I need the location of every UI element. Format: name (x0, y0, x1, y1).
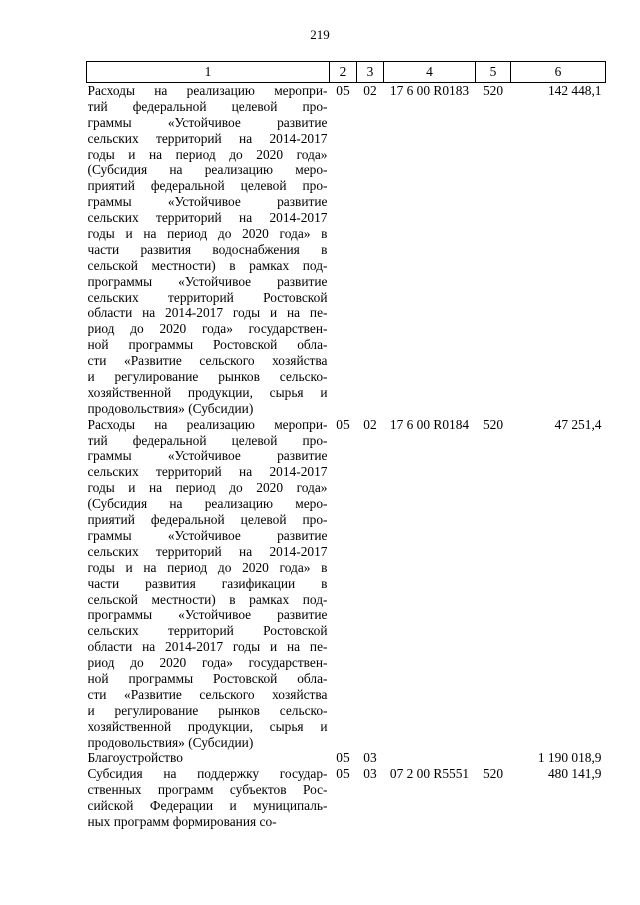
row-name-line: граммы «Устойчивое развитие (87, 114, 328, 130)
table-row (87, 750, 606, 766)
row-name-line: сельской местности) в рамках под- (87, 257, 328, 273)
row-name-line: продовольствия» (Субсидии) (87, 734, 254, 750)
row-name-line: области на 2014-2017 годы и на пе- (87, 305, 328, 321)
row-name-line: риод до 2020 года» государствен- (87, 321, 328, 337)
row-name-line: годы и на период до 2020 года» в (87, 559, 328, 575)
row-name-line: тий федеральной целевой про- (87, 432, 328, 448)
row-name-line: ственных программ субъектов Рос- (87, 782, 328, 798)
row-name-line: продовольствия» (Субсидии) (87, 400, 254, 416)
header-col-3: 3 (357, 62, 384, 83)
row-name-line: Субсидия на поддержку государ- (87, 766, 328, 782)
expense-type-code: 520 (482, 416, 504, 432)
table-row (87, 83, 606, 417)
row-name-line: сельской местности) в рамках под- (87, 591, 328, 607)
row-name-line: годы и на период до 2020 года» в (87, 226, 328, 242)
row-name-line: Расходы на реализацию меропри- (87, 83, 328, 98)
section-code: 05 (336, 416, 350, 432)
row-name-line: сийской Федерации и муниципаль- (87, 798, 328, 814)
table-header (87, 62, 606, 83)
row-name-line: сти «Развитие сельского хозяйства (87, 353, 328, 369)
row-name-line: граммы «Устойчивое развитие (87, 527, 328, 543)
expense-type-code: 520 (482, 766, 504, 782)
row-name-line: (Субсидия на реализацию меро- (87, 496, 328, 512)
row-name-line: сельских территорий на 2014-2017 (87, 543, 328, 559)
row-name-line: сельских территорий на 2014-2017 (87, 130, 328, 146)
row-name-line: Благоустройство (87, 750, 183, 766)
row-name-line: области на 2014-2017 годы и на пе- (87, 639, 328, 655)
section-code: 05 (336, 750, 350, 766)
table-row (87, 417, 606, 751)
table-row (87, 766, 606, 830)
amount-value: 480 141,9 (547, 766, 602, 782)
table-body (87, 83, 606, 830)
row-name-line: сельских территорий на 2014-2017 (87, 464, 328, 480)
row-name-cell (87, 750, 330, 766)
target-article-code: 17 6 00 R0184 (389, 416, 470, 432)
row-name-cell (87, 417, 330, 751)
row-name-line: хозяйственной продукции, сырья и (87, 384, 328, 400)
subsection-code: 02 (363, 416, 377, 432)
row-name-line: и регулирование рынков сельско- (87, 702, 328, 718)
row-name-line: ной программы Ростовской обла- (87, 337, 328, 353)
row-name-line: программы «Устойчивое развитие (87, 607, 328, 623)
header-row (87, 62, 606, 83)
target-article-code: 07 2 00 R5551 (389, 766, 470, 782)
row-name-line: Расходы на реализацию меропри- (87, 416, 328, 432)
row-name-line: годы и на период до 2020 года» (87, 146, 328, 162)
subsection-code: 03 (363, 750, 377, 766)
header-col-6: 6 (511, 62, 606, 83)
section-code: 05 (336, 83, 350, 98)
row-name-line: граммы «Устойчивое развитие (87, 194, 328, 210)
row-name-line: части развития газификации в (87, 575, 328, 591)
expense-type-code (476, 750, 511, 766)
row-name-line: риод до 2020 года» государствен- (87, 655, 328, 671)
row-name-line: сельских территорий Ростовской (87, 289, 328, 305)
subsection-code: 03 (363, 766, 377, 782)
header-col-4: 4 (384, 62, 476, 83)
row-name-cell (87, 766, 330, 830)
row-name-line: части развития водоснабжения в (87, 241, 328, 257)
row-name-line: ных программ формирования со- (87, 813, 277, 829)
budget-table (86, 61, 606, 830)
amount-value: 1 190 018,9 (537, 750, 602, 766)
target-article-code: 17 6 00 R0183 (389, 83, 470, 98)
amount-value: 142 448,1 (547, 83, 602, 98)
row-name-line: и регулирование рынков сельско- (87, 369, 328, 385)
header-col-5: 5 (476, 62, 511, 83)
row-name-line: хозяйственной продукции, сырья и (87, 718, 328, 734)
row-name-line: годы и на период до 2020 года» (87, 480, 328, 496)
row-name-line: тий федеральной целевой про- (87, 98, 328, 114)
row-name-line: сти «Развитие сельского хозяйства (87, 686, 328, 702)
row-name-line: сельских территорий на 2014-2017 (87, 210, 328, 226)
amount-value: 47 251,4 (554, 416, 602, 432)
target-article-code (384, 750, 476, 766)
page-number: 219 (310, 27, 330, 42)
header-col-2: 2 (330, 62, 357, 83)
row-name-line: ной программы Ростовской обла- (87, 670, 328, 686)
row-name-line: сельских территорий Ростовской (87, 623, 328, 639)
expense-type-code: 520 (482, 83, 504, 98)
row-name-line: программы «Устойчивое развитие (87, 273, 328, 289)
row-name-line: граммы «Устойчивое развитие (87, 448, 328, 464)
row-name-line: приятий федеральной целевой про- (87, 512, 328, 528)
row-name-line: (Субсидия на реализацию меро- (87, 162, 328, 178)
section-code: 05 (336, 766, 350, 782)
row-name-line: приятий федеральной целевой про- (87, 178, 328, 194)
subsection-code: 02 (363, 83, 377, 98)
row-name-cell (87, 83, 330, 417)
header-col-1: 1 (87, 62, 330, 83)
